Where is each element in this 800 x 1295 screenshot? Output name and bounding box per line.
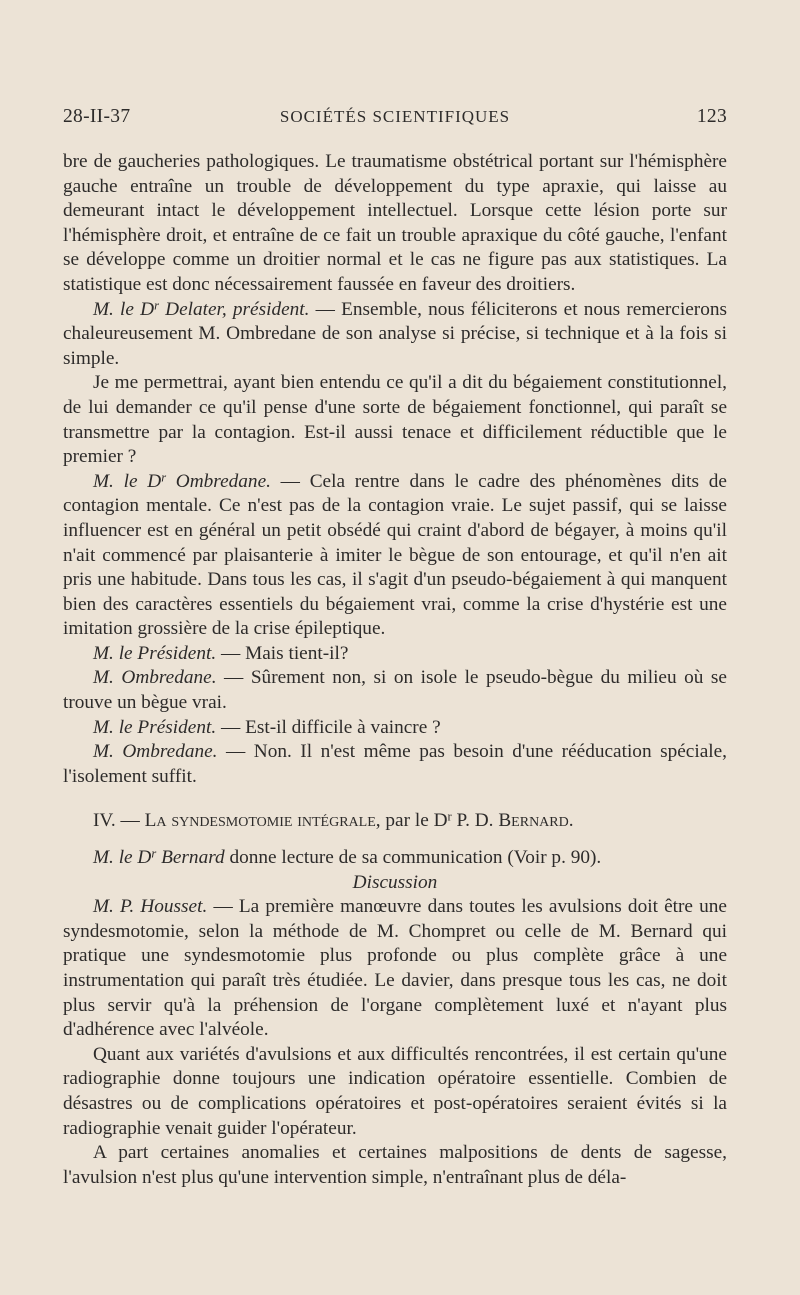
- section-heading: IV. — La syndesmotomie intégrale, par le $D^r$ P. D. Bernard.: [93, 809, 574, 832]
- paragraph-president-1: M. le Président. — Mais tient-il?: [93, 642, 349, 664]
- paragraph-president-2: M. le Président. — Est-il difficile à vaincre ?: [93, 716, 441, 738]
- paragraph-ombredane-reply: M. le $D^r$ Ombredane. — Cela rentre dans le cadre des phénomènes dits de contagion mentale. Ce n'est pas de la contagion vraie. Le sujet passif, qui se laisse influencer est en général un petit obsédé qui craint d'abord de bégayer, à moins qu'il n'ait commencé par plaisanterie à imiter le bègue de son entourage, et qu'il n'en ait pris une habitude. Dans tous les cas, il s'agit d'un pseudo-bégaiement à qui manquent bien des caractères essentiels du bégaiement vrai, comme la crise d'hystérie est une imitation grossière de la crise épileptique.: [63, 470, 727, 640]
- paragraph-radiographie: Quant aux variétés d'avulsions et aux difficultés rencontrées, il est certain qu'une radiographie donne toujours une indication opératoire essentielle. Combien de désastres ou de complications opératoires et post-opératoires seraient évités si la radiographie venait guider l'opérateur.: [63, 1043, 727, 1139]
- paragraph-question: Je me permettrai, ayant bien entendu ce qu'il a dit du bégaiement constitutionnel, de lui demander ce qu'il pense d'une sorte de bégaiement fonctionnel, qui paraît se transmettre par la contagion. Est-il aussi tenace et difficilement réductible que le premier ?: [63, 372, 727, 468]
- page-number: 123: [696, 106, 727, 127]
- speaker-ombredane: M. Ombredane.: [93, 667, 217, 689]
- paragraph-continuation: bre de gaucheries pathologiques. Le traumatisme obstétrical portant sur l'hémisphère gauche entraîne un trouble de développement du type apraxie, qui laisse au demeurant intact le développement intellectuel. Lorsque cette lésion porte sur l'hémisphère droit, et entraîne de ce fait un trouble apraxique du côté gauche, l'enfant se développe comme un droitier normal et le cas ne figure pas aux statistiques. La statistique est donc nécessairement faussée en faveur des droitiers.: [63, 151, 727, 295]
- paragraph-bernard: M. le $D^r$ Bernard donne lecture de sa communication (Voir p. 90).: [93, 846, 602, 869]
- running-header: [63, 106, 727, 132]
- paragraph-ombredane-1: M. Ombredane. — Sûrement non, si on isole le pseudo-bègue du milieu où se trouve un bègue vrai.: [63, 667, 727, 714]
- header-title: SOCIÉTÉS SCIENTIFIQUES: [279, 107, 511, 126]
- speaker-president: M. le Président.: [93, 716, 217, 738]
- speaker-president: M. le Président.: [93, 642, 217, 664]
- speaker-ombredane: M. Ombredane.: [93, 741, 218, 763]
- discussion-heading: Discussion: [352, 871, 438, 893]
- paragraph-housset: M. P. Housset. — La première manœuvre dans toutes les avulsions doit être une syndesmotomie, selon la méthode de M. Chompret ou celle de M. Bernard qui pratique une syndesmotomie plus profonde ou plus complète grâce à une instrumentation qui paraît très étudiée. Le davier, dans presque tous les cas, ne doit plus servir qu'à la préhension de l'organe complètement luxé et n'ayant plus d'adhérence avec l'alvéole.: [63, 896, 727, 1041]
- speaker-bernard: M. le $D^r$ Bernard: [93, 846, 225, 869]
- paragraph-ombredane-2: M. Ombredane. — Non. Il n'est même pas besoin d'une rééducation spéciale, l'isolement suffit.: [63, 741, 727, 787]
- paragraph-avulsion: A part certaines anomalies et certaines malpositions de dents de sagesse, l'avulsion n'est plus qu'une intervention simple, n'entraînant plus de déla-: [63, 1142, 727, 1188]
- header-date: 28-II-37: [63, 106, 131, 127]
- body-text: [63, 150, 727, 1190]
- speaker-delater: M. le $D^r$ Delater, président.: [93, 297, 310, 320]
- speaker-ombredane: M. le $D^r$ Ombredane.: [93, 470, 271, 492]
- paragraph-delater: M. le $D^r$ Delater, président. — Ensemble, nous féliciterons et nous remercierons chaleureusement M. Ombredane de son analyse si précise, si technique et à la fois si simple.: [63, 297, 727, 369]
- speaker-housset: M. P. Housset.: [93, 896, 208, 918]
